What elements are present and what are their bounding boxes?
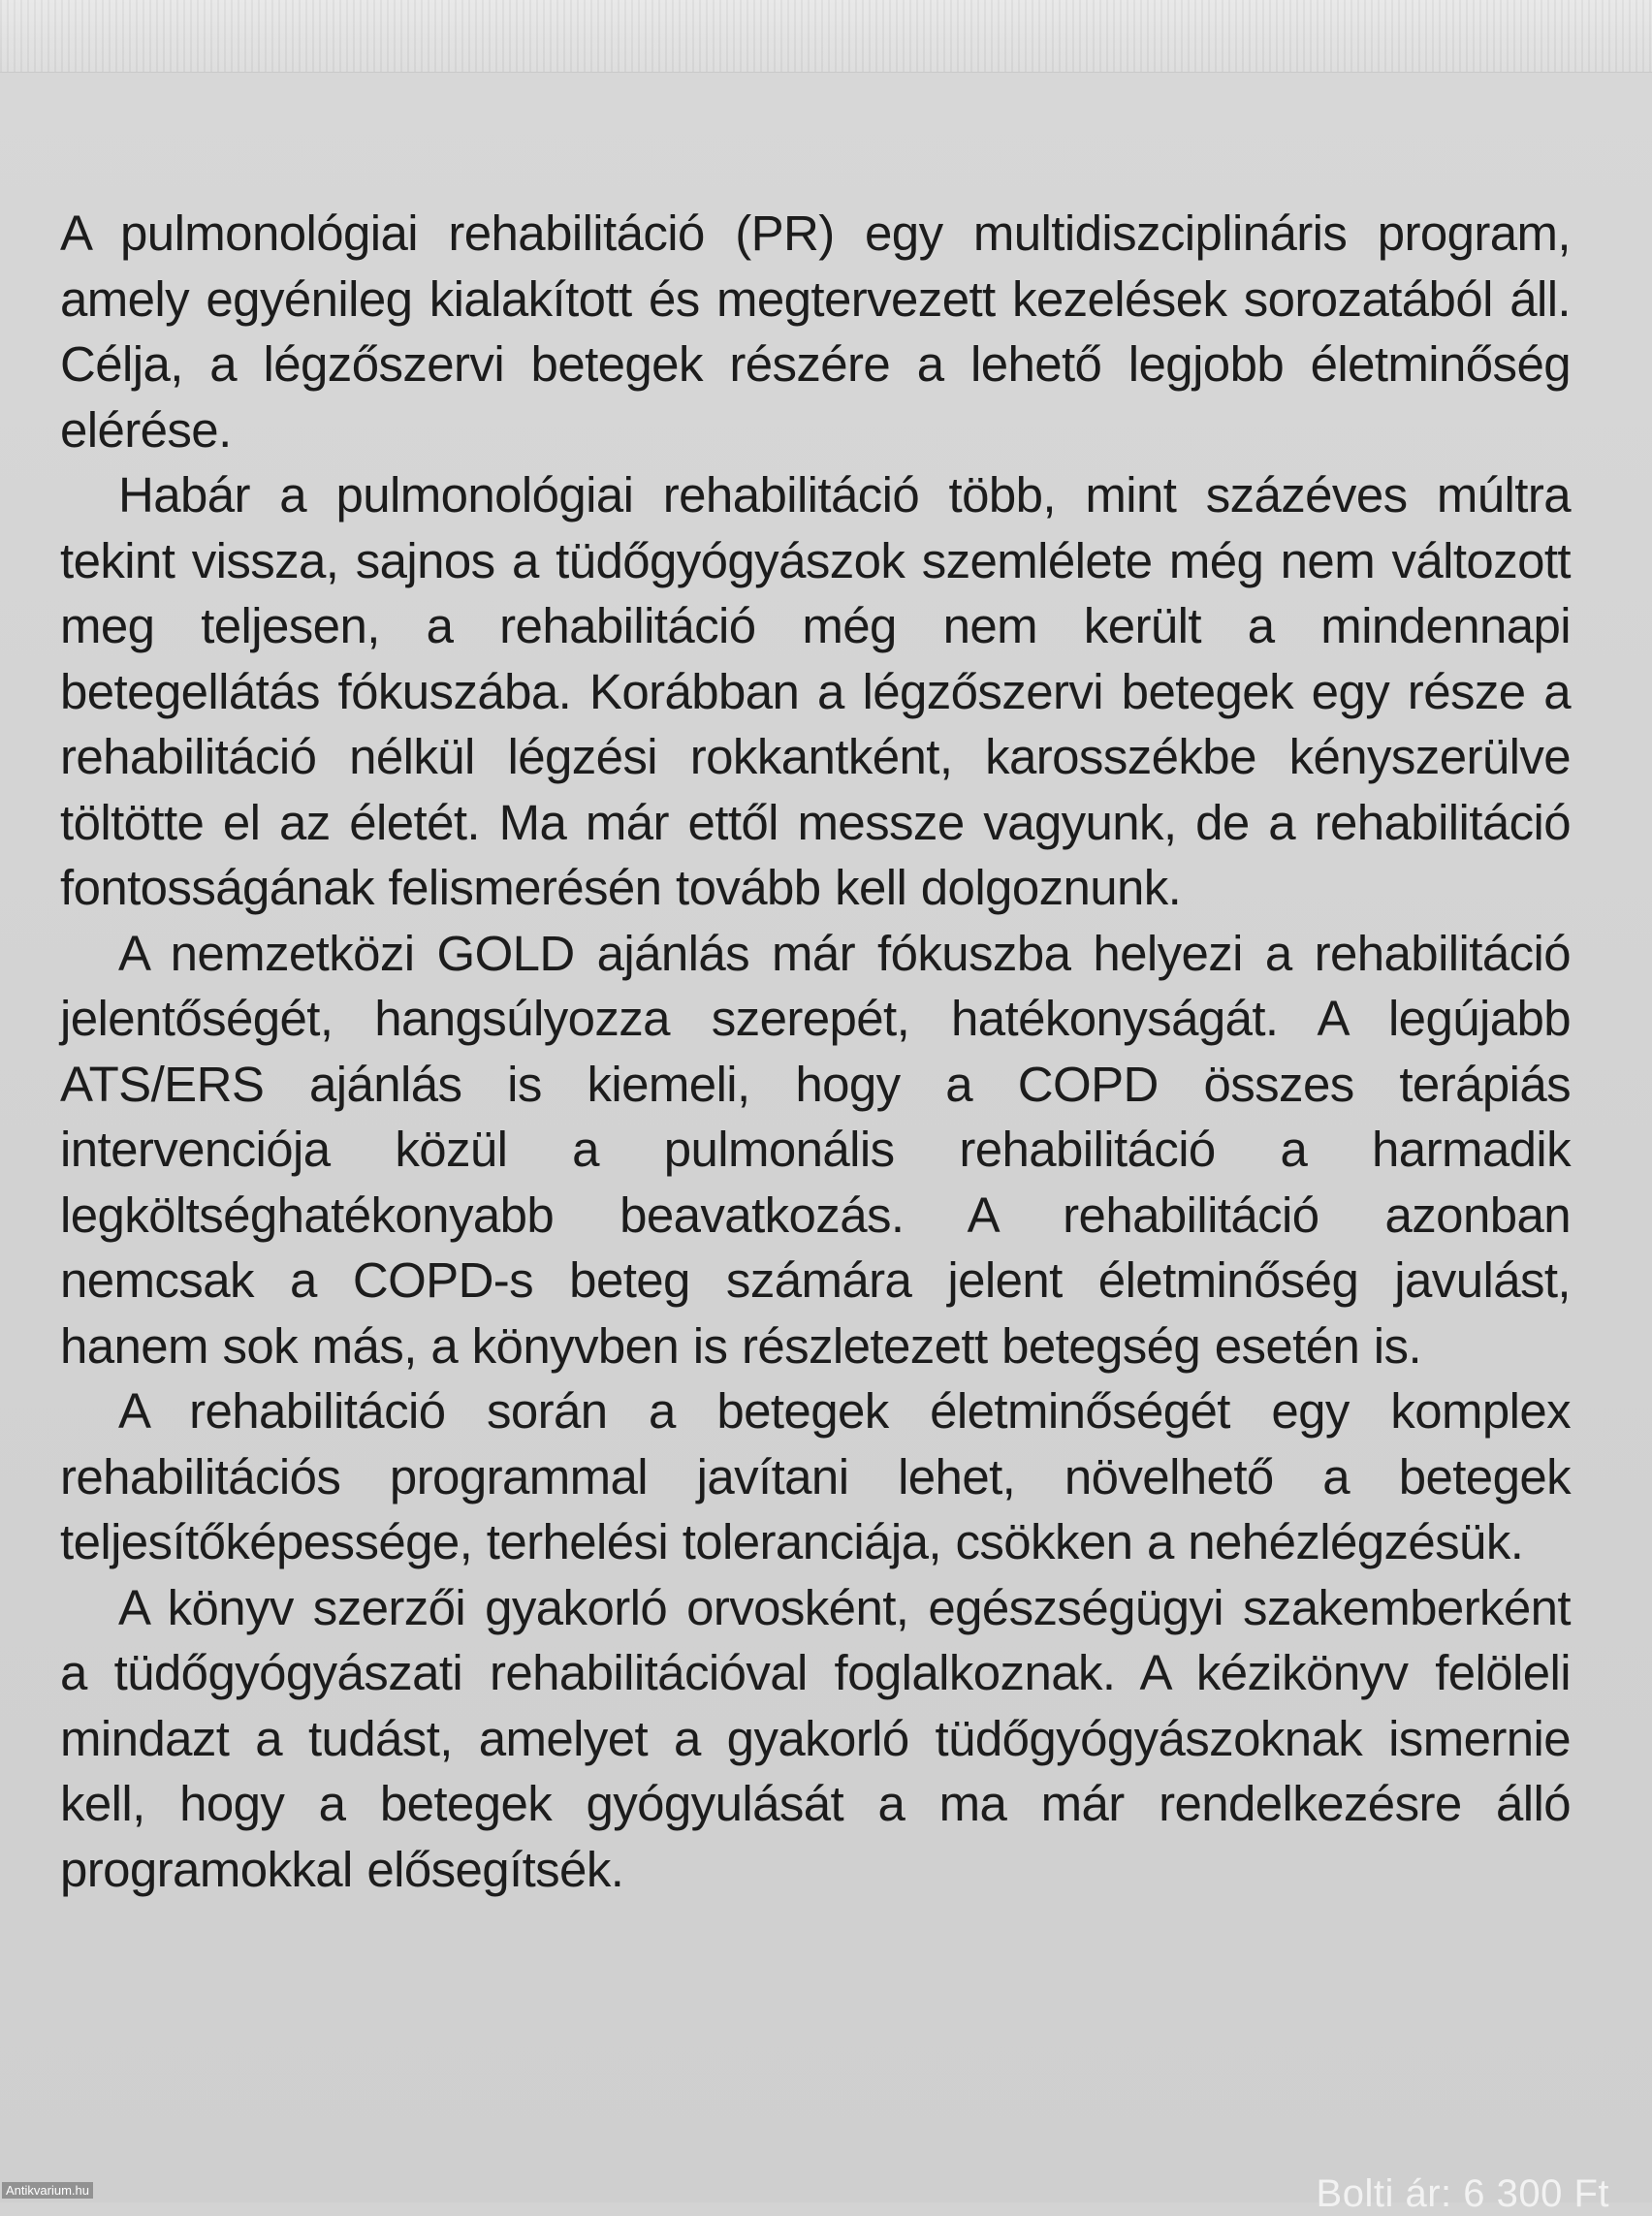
price-tag: Bolti ár: 6 300 Ft xyxy=(1316,2172,1609,2215)
paragraph-1: A pulmonológiai rehabilitáció (PR) egy multidiszciplináris program, amely egyénileg kialakított és megtervezett kezelések sorozatából áll. Célja, a légzőszervi betegek részére a lehető legjobb életminőség elérése. xyxy=(60,206,1571,458)
paragraph-2: Habár a pulmonológiai rehabilitáció több, mint százéves múltra tekint vissza, sajnos a tüdőgyógyászok szemlélete még nem változott meg teljesen, a rehabilitáció még nem került a mindennapi betegellátás fókuszába. Korábban a légzőszervi betegek egy része a rehabilitáció nélkül légzési rokkantként, karosszékbe kényszerülve töltötte el az életét. Ma már ettől messze vagyunk, de a rehabilitáció fontosságának felismerésén tovább kell dolgoznunk. xyxy=(60,467,1571,915)
paragraph-5: A könyv szerzői gyakorló orvosként, egészségügyi szakemberként a tüdőgyógyászati rehabilitációval foglalkoznak. A kézikönyv felöleli mindazt a tudást, amelyet a gyakorló tüdőgyógyászoknak ismernie kell, hogy a betegek gyógyulását a ma már rendelkezésre álló programokkal elősegítsék. xyxy=(60,1579,1571,1897)
book-page xyxy=(0,73,1652,2202)
page-top-edge xyxy=(0,0,1652,73)
paragraph-3: A nemzetközi GOLD ajánlás már fókuszba helyezi a rehabilitáció jelentőségét, hangsúlyozza szerepét, hatékonyságát. A legújabb ATS/ERS ajánlás is kiemeli, hogy a COPD összes terápiás intervenciója közül a pulmonális rehabilitáció a harmadik legköltséghatékonyabb beavatkozás. A rehabilitáció azonban nemcsak a COPD-s beteg számára jelent életminőség javulást, hanem sok más, a könyvben is részletezett betegség esetén is. xyxy=(60,925,1571,1374)
paragraph-4: A rehabilitáció során a betegek életminőségét egy komplex rehabilitációs programmal javítani lehet, növelhető a betegek teljesítőképessége, terhelési toleranciája, csökken a nehézlégzésük. xyxy=(60,1383,1571,1569)
body-text xyxy=(60,201,1571,1902)
watermark-label: Antikvarium.hu xyxy=(2,2182,93,2199)
